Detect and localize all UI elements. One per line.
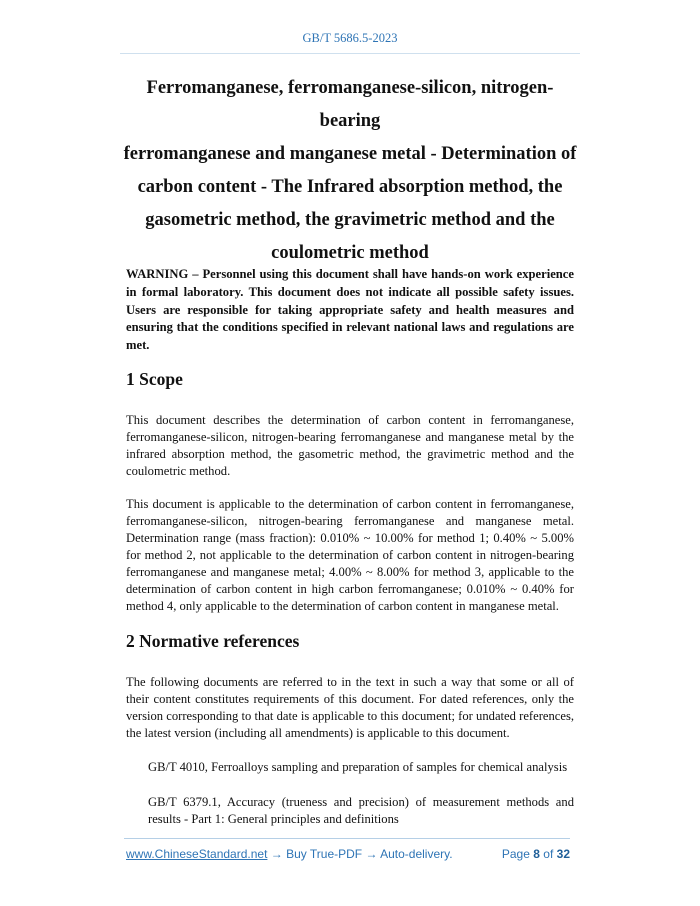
title-line: coulometric method: [271, 243, 429, 263]
normative-paragraph: The following documents are referred to in the text in such a way that some or all of their content constitutes requirements of this document. For dated references, only the version corresponding to that date is applicable to this document; for undated references, the latest version (including all amendments) is applicable to this document.: [126, 675, 574, 740]
footer-promo: → Buy True-PDF → Auto-delivery.: [267, 847, 453, 861]
section-heading-normative: 2 Normative references: [126, 631, 300, 651]
current-page: 8: [533, 847, 540, 861]
footer: [126, 847, 570, 861]
title-line: gasometric method, the gravimetric method and the: [145, 210, 555, 230]
page-label: Page: [501, 847, 530, 861]
scope-paragraph: This document describes the determination of carbon content in ferromanganese, ferromanganese-silicon, nitrogen-bearing ferromanganese and manganese metal by the infrared absorption method, the gasometric method, the gravimetric method and the coulometric method.: [126, 413, 574, 478]
total-pages: 32: [556, 847, 570, 861]
reference-item: GB/T 6379.1, Accuracy (trueness and precision) of measurement methods and results - Part 1: General principles and definitions: [148, 795, 574, 826]
running-header: GB/T 5686.5-2023: [302, 31, 398, 45]
section-heading-scope: 1 Scope: [126, 369, 183, 389]
of-label: of: [543, 847, 554, 861]
header-divider: [120, 53, 580, 54]
footer-divider: [124, 838, 570, 839]
website-link[interactable]: www.ChineseStandard.net: [126, 847, 268, 861]
reference-item: GB/T 4010, Ferroalloys sampling and preparation of samples for chemical analysis: [148, 760, 568, 774]
title-line: carbon content - The Infrared absorption method, the: [137, 177, 563, 197]
title-line: ferromanganese and manganese metal - Determination of: [123, 144, 577, 164]
document-title: [120, 72, 580, 270]
warning-text: WARNING – Personnel using this document shall have hands-on work experience in formal laboratory. This document does not indicate all possible safety issues. Users are responsible for taking appropriate safety and health measures and ensuring that the conditions specified in relevant national laws and regulations are met.: [126, 267, 574, 353]
scope-paragraph: This document is applicable to the determination of carbon content in ferromanganese, ferromanganese-silicon, nitrogen-bearing ferromanganese and manganese metal. Determination range (mass fraction): 0.010% ~ 10.00% for method 1; 0.40% ~ 5.00% for method 2, not applicable to the determination of carbon content in nitrogen-bearing ferromanganese and manganese metal; 4.00% ~ 8.00% for method 3, applicable to the determination of carbon content in high carbon ferromanganese; 0.010% ~ 0.40% for method 4, only applicable to the determination of carbon content in manganese metal.: [126, 497, 574, 613]
title-line: Ferromanganese, ferromanganese-silicon, nitrogen-bearing: [146, 78, 554, 131]
page-number: [502, 847, 570, 861]
